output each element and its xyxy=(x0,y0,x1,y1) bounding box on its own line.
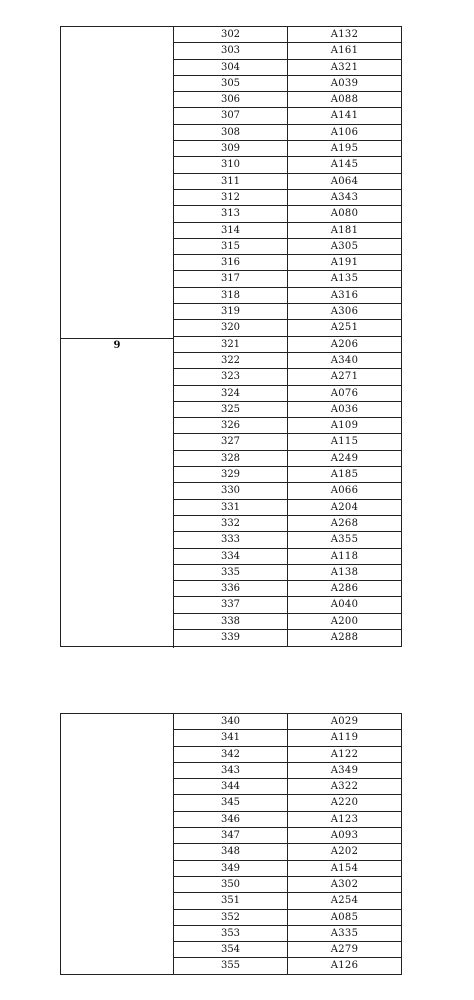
row-number: 306 xyxy=(174,92,288,107)
row-code: A122 xyxy=(330,748,359,760)
table-row xyxy=(174,500,401,516)
table-row xyxy=(174,451,401,467)
row-code: A200 xyxy=(330,615,359,627)
row-number: 353 xyxy=(174,926,288,941)
row-number: 347 xyxy=(174,828,288,843)
row-code: A322 xyxy=(330,781,359,793)
row-code: A340 xyxy=(330,354,359,366)
table-row xyxy=(174,630,401,646)
row-number: 318 xyxy=(174,288,288,303)
row-code: A118 xyxy=(330,550,359,562)
row-code: A076 xyxy=(330,387,359,399)
row-number: 328 xyxy=(174,451,288,466)
row-number: 349 xyxy=(174,861,288,876)
row-number: 351 xyxy=(174,893,288,908)
table-row xyxy=(174,861,401,877)
row-code: A191 xyxy=(330,257,359,269)
table-row xyxy=(174,434,401,450)
row-code: A355 xyxy=(330,534,359,546)
row-code: A302 xyxy=(330,878,359,890)
row-number: 345 xyxy=(174,795,288,810)
table-row xyxy=(174,597,401,613)
row-number: 344 xyxy=(174,779,288,794)
table-row xyxy=(174,714,401,730)
table-row xyxy=(174,549,401,565)
row-code: A145 xyxy=(330,159,359,171)
row-code: A085 xyxy=(330,911,359,923)
row-code: A066 xyxy=(330,485,359,497)
assignment-table-1 xyxy=(60,26,402,647)
row-number: 352 xyxy=(174,910,288,925)
table-row xyxy=(174,271,401,287)
row-code: A185 xyxy=(330,469,359,481)
table-row xyxy=(174,942,401,958)
row-code: A343 xyxy=(330,191,359,203)
table-row xyxy=(174,958,401,974)
row-number: 330 xyxy=(174,483,288,498)
row-code: A039 xyxy=(330,77,359,89)
table-row xyxy=(174,206,401,222)
row-code: A316 xyxy=(330,289,359,301)
row-code: A286 xyxy=(330,583,359,595)
row-number: 308 xyxy=(174,125,288,140)
row-number: 336 xyxy=(174,581,288,596)
table-row xyxy=(174,223,401,239)
table-row xyxy=(174,353,401,369)
table-row xyxy=(174,125,401,141)
row-number: 326 xyxy=(174,418,288,433)
row-number: 333 xyxy=(174,532,288,547)
row-number: 319 xyxy=(174,304,288,319)
row-number: 323 xyxy=(174,369,288,384)
row-code: A141 xyxy=(330,110,359,122)
row-number: 311 xyxy=(174,174,288,189)
table-row xyxy=(174,157,401,173)
table-row xyxy=(174,337,401,353)
row-code: A123 xyxy=(330,813,359,825)
table-row xyxy=(174,418,401,434)
row-code: A138 xyxy=(330,566,359,578)
table-row xyxy=(174,386,401,402)
row-number: 313 xyxy=(174,206,288,221)
row-code: A249 xyxy=(330,452,359,464)
table-row xyxy=(174,812,401,828)
table-row xyxy=(174,304,401,320)
table-row xyxy=(174,565,401,581)
row-code: A279 xyxy=(330,944,359,956)
row-number: 341 xyxy=(174,730,288,745)
table-row xyxy=(174,467,401,483)
row-number: 322 xyxy=(174,353,288,368)
row-code: A080 xyxy=(330,208,359,220)
row-code: A119 xyxy=(330,732,359,744)
table-row xyxy=(174,581,401,597)
row-number: 343 xyxy=(174,763,288,778)
row-number: 320 xyxy=(174,320,288,335)
row-number: 302 xyxy=(174,27,288,42)
row-number: 314 xyxy=(174,223,288,238)
row-number: 338 xyxy=(174,614,288,629)
table-row xyxy=(174,844,401,860)
row-number: 321 xyxy=(174,337,288,352)
row-number: 329 xyxy=(174,467,288,482)
row-code: A115 xyxy=(330,436,359,448)
row-code: A132 xyxy=(330,29,359,40)
table-row xyxy=(174,763,401,779)
row-code: A254 xyxy=(330,895,359,907)
row-number: 332 xyxy=(174,516,288,531)
table-2-rows xyxy=(174,714,401,974)
table-1-rows xyxy=(174,27,401,646)
row-code: A268 xyxy=(330,517,359,529)
row-code: A161 xyxy=(330,45,359,57)
table-row xyxy=(174,174,401,190)
row-code: A306 xyxy=(330,306,359,318)
row-code: A335 xyxy=(330,927,359,939)
row-code: A154 xyxy=(330,862,359,874)
row-code: A181 xyxy=(330,224,359,236)
row-number: 310 xyxy=(174,157,288,172)
group-cell-continued xyxy=(61,714,174,974)
row-number: 335 xyxy=(174,565,288,580)
row-number: 312 xyxy=(174,190,288,205)
table-row xyxy=(174,255,401,271)
row-code: A305 xyxy=(330,240,359,252)
row-number: 307 xyxy=(174,108,288,123)
row-code: A040 xyxy=(330,599,359,611)
row-code: A251 xyxy=(330,322,359,334)
row-code: A106 xyxy=(330,126,359,138)
row-number: 350 xyxy=(174,877,288,892)
row-code: A206 xyxy=(330,338,359,350)
row-number: 327 xyxy=(174,434,288,449)
row-number: 340 xyxy=(174,714,288,729)
row-number: 337 xyxy=(174,597,288,612)
row-code: A109 xyxy=(330,420,359,432)
table-row xyxy=(174,779,401,795)
row-number: 325 xyxy=(174,402,288,417)
table-row xyxy=(174,828,401,844)
table-row xyxy=(174,614,401,630)
group-cell-previous xyxy=(61,27,174,338)
table-row xyxy=(174,108,401,124)
table-row xyxy=(174,141,401,157)
row-code: A126 xyxy=(330,960,359,972)
table-row xyxy=(174,893,401,909)
table-row xyxy=(174,320,401,336)
table-row xyxy=(174,747,401,763)
row-code: A064 xyxy=(330,175,359,187)
row-number: 355 xyxy=(174,958,288,974)
row-code: A271 xyxy=(330,371,359,383)
row-number: 309 xyxy=(174,141,288,156)
table-row xyxy=(174,926,401,942)
table-row xyxy=(174,239,401,255)
table-row xyxy=(174,730,401,746)
table-row xyxy=(174,76,401,92)
row-number: 315 xyxy=(174,239,288,254)
row-code: A202 xyxy=(330,846,359,858)
group-label: 9 xyxy=(113,340,121,351)
row-number: 303 xyxy=(174,43,288,58)
row-number: 316 xyxy=(174,255,288,270)
table-row xyxy=(174,910,401,926)
row-number: 346 xyxy=(174,812,288,827)
table-row xyxy=(174,92,401,108)
row-number: 354 xyxy=(174,942,288,957)
table-row xyxy=(174,60,401,76)
row-number: 348 xyxy=(174,844,288,859)
row-code: A088 xyxy=(330,94,359,106)
row-code: A321 xyxy=(330,61,359,73)
group-cell-9 xyxy=(61,338,174,648)
row-number: 324 xyxy=(174,386,288,401)
row-code: A036 xyxy=(330,403,359,415)
assignment-table-2 xyxy=(60,713,402,975)
row-number: 305 xyxy=(174,76,288,91)
row-number: 342 xyxy=(174,747,288,762)
row-code: A349 xyxy=(330,764,359,776)
row-code: A093 xyxy=(330,830,359,842)
row-number: 334 xyxy=(174,549,288,564)
row-number: 331 xyxy=(174,500,288,515)
row-number: 317 xyxy=(174,271,288,286)
table-row xyxy=(174,516,401,532)
row-code: A029 xyxy=(330,716,359,727)
table-row xyxy=(174,288,401,304)
table-row xyxy=(174,795,401,811)
table-row xyxy=(174,27,401,43)
table-row xyxy=(174,43,401,59)
row-number: 304 xyxy=(174,60,288,75)
table-row xyxy=(174,190,401,206)
table-row xyxy=(174,369,401,385)
table-row xyxy=(174,483,401,499)
row-code: A135 xyxy=(330,273,359,285)
table-row xyxy=(174,532,401,548)
row-code: A220 xyxy=(330,797,359,809)
row-code: A204 xyxy=(330,501,359,513)
row-number: 339 xyxy=(174,630,288,646)
row-code: A195 xyxy=(330,143,359,155)
table-row xyxy=(174,402,401,418)
table-row xyxy=(174,877,401,893)
row-code: A288 xyxy=(330,631,359,643)
